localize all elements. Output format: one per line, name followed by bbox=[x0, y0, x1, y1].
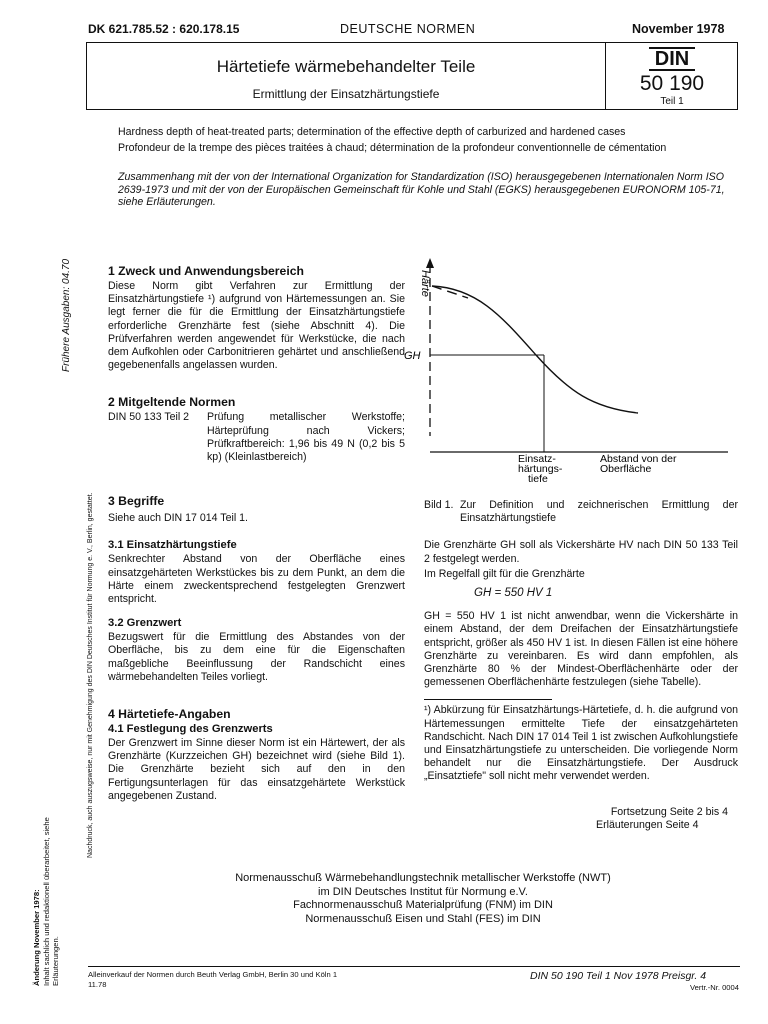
former-editions: Frühere Ausgaben: 04.70 bbox=[61, 258, 72, 372]
committee-fes: Normenausschuß Eisen und Stahl (FES) im DIN bbox=[305, 912, 541, 925]
right-column bbox=[424, 499, 738, 832]
x-label-distance-2: Oberfläche bbox=[600, 463, 652, 475]
paragraph-gh-vickers: Die Grenzhärte GH soll als Vickershärte HV nach DIN 50 133 Teil 2 festgelegt werden. bbox=[424, 539, 738, 565]
din-logo-text: DIN bbox=[649, 47, 695, 71]
title-french: Profondeur de la trempe des pièces traitées à chaud; détermination de la profondeur conventionnelle de cémentation bbox=[118, 142, 667, 154]
title-english: Hardness depth of heat-treated parts; determination of the effective depth of carburized and hardened cases bbox=[118, 126, 626, 138]
doc-identifier: DIN 50 190 Teil 1 Nov 1978 Preisgr. 4 bbox=[530, 970, 707, 982]
gh-label: GH bbox=[404, 350, 421, 362]
issue-date: November 1978 bbox=[632, 22, 725, 36]
committee-nwt: Normenausschuß Wärmebehandlungstechnik metallischer Werkstoffe (NWT) bbox=[235, 872, 611, 884]
vertr-number: Vertr.-Nr. 0004 bbox=[690, 983, 739, 992]
figure-hardness-curve bbox=[404, 258, 738, 490]
section-3-text: Siehe auch DIN 17 014 Teil 1. bbox=[108, 512, 248, 525]
section-3-1-heading: 3.1 Einsatzhärtungstiefe bbox=[108, 539, 237, 552]
section-3-2-heading: 3.2 Grenzwert bbox=[108, 617, 182, 630]
footnote-rule bbox=[424, 699, 552, 700]
x-label-depth-2: härtungs- bbox=[518, 463, 563, 475]
y-axis-arrow bbox=[426, 258, 434, 268]
y-axis-label: Härte bbox=[419, 270, 431, 297]
section-2-heading: 2 Mitgeltende Normen bbox=[108, 395, 236, 410]
footer-rule bbox=[88, 966, 740, 967]
context-note: Zusammenhang mit der von der International Organization for Standardization (ISO) herausgegebenen Internationalen Norm ISO 2639-1973 und mit der von der Europäischen Gemeinschaft für Kohle und Stahl (EGKS) herausgegebenen EURONORM 105-71, siehe Erläuterungen. bbox=[118, 171, 725, 208]
left-column bbox=[108, 264, 405, 803]
section-3-1-text: Senkrechter Abstand von der Oberfläche eines einsatzgehärteten Werkstückes bis zu dem Punkt, an dem die Härte einem zweckentsprechend festgelegten Grenzwert entspricht. bbox=[108, 553, 405, 606]
continuation-pages: Fortsetzung Seite 2 bis 4 bbox=[610, 805, 728, 818]
figure-caption bbox=[424, 499, 738, 525]
dk-classification: DK 621.785.52 : 620.178.15 bbox=[88, 22, 240, 36]
hardness-curve bbox=[432, 286, 638, 413]
section-3-heading: 3 Begriffe bbox=[108, 494, 165, 509]
change-line1: Inhalt sachlich und redaktionell überarbeitet, siehe bbox=[42, 817, 51, 986]
section-1-text: Diese Norm gibt Verfahren zur Ermittlung der Einsatzhärtungstiefe ¹) aufgrund von Härtemessungen an. Sie legt ferner die für die Ermittlung der Einsatzhärtungstiefe erforderliche Grenzhärte fest (siehe Abschnitt 4). Die Prüfverfahren werden angewendet für Werkstücke, die nach dem Aufkohlen oder Carbonitrieren gehärtet und anschließend gegebenenfalls angelassen wurden. bbox=[108, 280, 405, 372]
caption-text: Zur Definition und zeichnerischen Ermittlung der Einsatzhärtungstiefe bbox=[460, 499, 738, 525]
section-4-heading: 4 Härtetiefe-Angaben bbox=[108, 707, 231, 722]
din-part: Teil 1 bbox=[660, 96, 684, 107]
committee-din: im DIN Deutsches Institut für Normung e.V. bbox=[318, 885, 528, 898]
x-label-depth-1: Einsatz- bbox=[518, 453, 556, 465]
x-label-distance-1: Abstand von der bbox=[600, 453, 677, 465]
paragraph-rule: Im Regelfall gilt für die Grenzhärte bbox=[424, 567, 585, 580]
change-title: Änderung November 1978: bbox=[32, 889, 41, 986]
formula-gh: GH = 550 HV 1 bbox=[474, 587, 553, 600]
section-1-heading: 1 Zweck und Anwendungsbereich bbox=[108, 264, 304, 278]
print-code: 11.78 bbox=[88, 980, 107, 989]
caption-number: Bild 1. bbox=[424, 499, 454, 511]
copyright-note: Nachdruck, auch auszugsweise, nur mit Genehmigung des DIN Deutsches Institut für Normung e. V., Berlin, gestattet. bbox=[87, 492, 94, 858]
change-line2: Erläuterungen. bbox=[51, 936, 60, 986]
explanations-page: Erläuterungen Seite 4 bbox=[596, 818, 699, 831]
reference-title: Prüfung metallischer Werkstoffe; Härteprüfung nach Vickers; Prüfkraftbereich: 1,96 bis 49 N (0,2 bis 5 kp) (Kleinlastbereich) bbox=[207, 411, 405, 464]
document-title: Härtetiefe wärmebehandelter Teile bbox=[216, 57, 476, 76]
continuation-note bbox=[424, 806, 738, 832]
normative-reference bbox=[108, 411, 405, 464]
title-box bbox=[86, 42, 738, 110]
din-number: 50 190 bbox=[639, 72, 705, 95]
din-logo bbox=[605, 47, 739, 71]
sales-note: Alleinverkauf der Normen durch Beuth Verlag GmbH, Berlin 30 und Köln 1 bbox=[88, 970, 338, 979]
committees bbox=[108, 872, 738, 926]
footnote-1: ¹) Abkürzung für Einsatzhärtungs-Härtetiefe, d. h. die aufgrund von Härtemessungen ermittelte Tiefe der einsatzgehärteten Randschicht. Nach DIN 17 014 Teil 1 ist zwischen Aufkohlungstiefe und Einsatzhärtungstiefe zu unterscheiden. Die vorliegende Norm behandelt nur die Einsatzhärtungstiefe. Der Ausdruck „Einsatztiefe" soll nicht mehr verwendet werden. bbox=[424, 704, 738, 783]
paragraph-exceptions: GH = 550 HV 1 ist nicht anwendbar, wenn die Vickershärte in einem Abstand, der dem Dreifachen der Einsatzhärtungstiefe entspricht, größer als 450 HV 1 ist. In diesen Fällen ist eine höhere Grenzhärte zu vereinbaren. Es wird dann empfohlen, als Grenzhärte 80 % der Mindest-Oberflächenhärte oder der gemessenen Oberflächenhärte festzulegen (siehe Tabelle). bbox=[424, 610, 738, 689]
x-label-depth-3: tiefe bbox=[528, 473, 548, 485]
section-4-1-text: Der Grenzwert im Sinne dieser Norm ist ein Härtewert, der als Grenzhärte (Kurzzeichen GH) bezeichnet wird (siehe Bild 1). Die Grenzhärte bezieht sich auf den in den Fertigungsunterlagen für das einsatzgehärtete Werkstück angegebenen Zustand. bbox=[108, 737, 405, 802]
reference-id: DIN 50 133 Teil 2 bbox=[108, 411, 190, 424]
document-subtitle: Ermittlung der Einsatzhärtungstiefe bbox=[252, 87, 440, 101]
series-label: DEUTSCHE NORMEN bbox=[340, 22, 476, 36]
committee-fnm: Fachnormenausschuß Materialprüfung (FNM) im DIN bbox=[293, 899, 553, 911]
section-3-2-text: Bezugswert für die Ermittlung des Abstandes von der Oberfläche, bis zu dem eine für die Eigenschaften maßgebliche Beeinflussung der Randschicht eines wärmebehandelten Teiles vorliegt. bbox=[108, 631, 405, 683]
section-4-1-heading: 4.1 Festlegung des Grenzwerts bbox=[108, 723, 273, 736]
